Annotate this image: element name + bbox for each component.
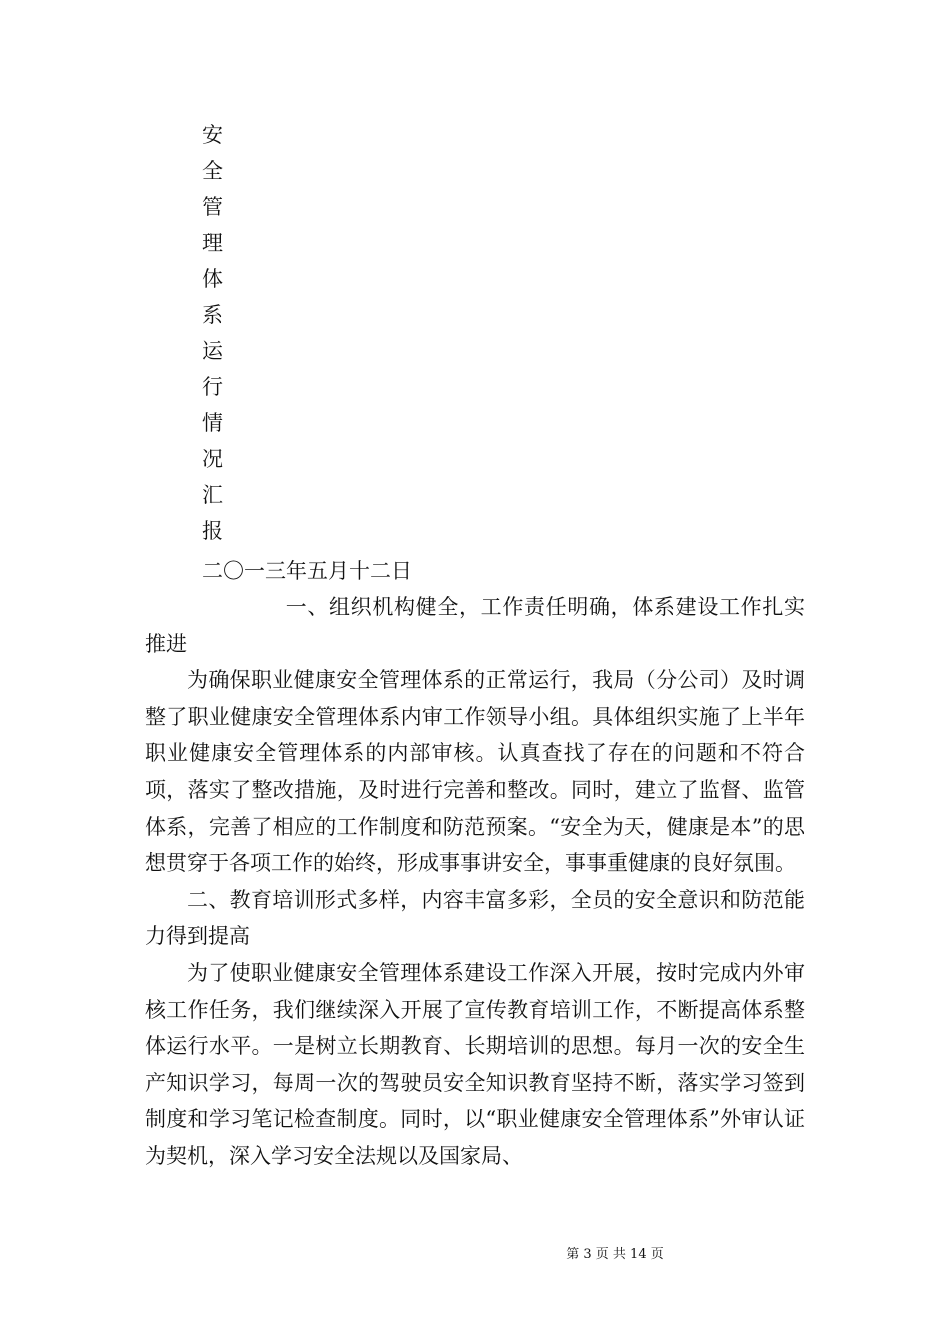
section-body-2: 为了使职业健康安全管理体系建设工作深入开展，按时完成内外审核工作任务，我们继续深入开展了宣传教育培训工作，不断提高体系整体运行水平。一是树立长期教育、长期培训的思想。每月一次的安全生产知识学习，每周一次的驾驶员安全知识教育坚持不断，落实学习签到制度和学习笔记检查制度。同时，以“职业健康安全管理体系”外审认证为契机，深入学习安全法规以及国家局、: [145, 960, 805, 1168]
title-char: 理: [202, 231, 223, 255]
title-char: 系: [202, 303, 223, 327]
title-char: 运: [202, 339, 223, 363]
title-char: 体: [202, 267, 223, 291]
report-date: 二〇一三年五月十二日: [202, 559, 412, 583]
title-char: 行: [202, 375, 223, 399]
title-char: 汇: [202, 483, 223, 507]
section-body-1: 为确保职业健康安全管理体系的正常运行，我局（分公司）及时调整了职业健康安全管理体系内审工作领导小组。具体组织实施了上半年职业健康安全管理体系的内部审核。认真查找了存在的问题和不符合项，落实了整改措施，及时进行完善和整改。同时，建立了监督、监管体系，完善了相应的工作制度和防范预案。“安全为天，健康是本”的思想贯穿于各项工作的始终，形成事事讲安全，事事重健康的良好氛围。: [145, 668, 805, 876]
title-char: 全: [202, 159, 223, 183]
title-char: 管: [202, 195, 223, 219]
title-char: 情: [202, 411, 223, 435]
section-heading-2: 二、教育培训形式多样，内容丰富多彩，全员的安全意识和防范能力得到提高: [145, 887, 805, 949]
page-footer: 第 3 页 共 14 页: [566, 1247, 664, 1262]
title-char: 安: [202, 123, 223, 147]
document-body: [145, 589, 805, 1175]
title-char: 况: [202, 447, 223, 471]
vertical-title: [202, 117, 232, 549]
section-heading-1: 一、组织机构健全，工作责任明确，体系建设工作扎实推进: [145, 595, 805, 656]
title-char: 报: [202, 519, 223, 543]
